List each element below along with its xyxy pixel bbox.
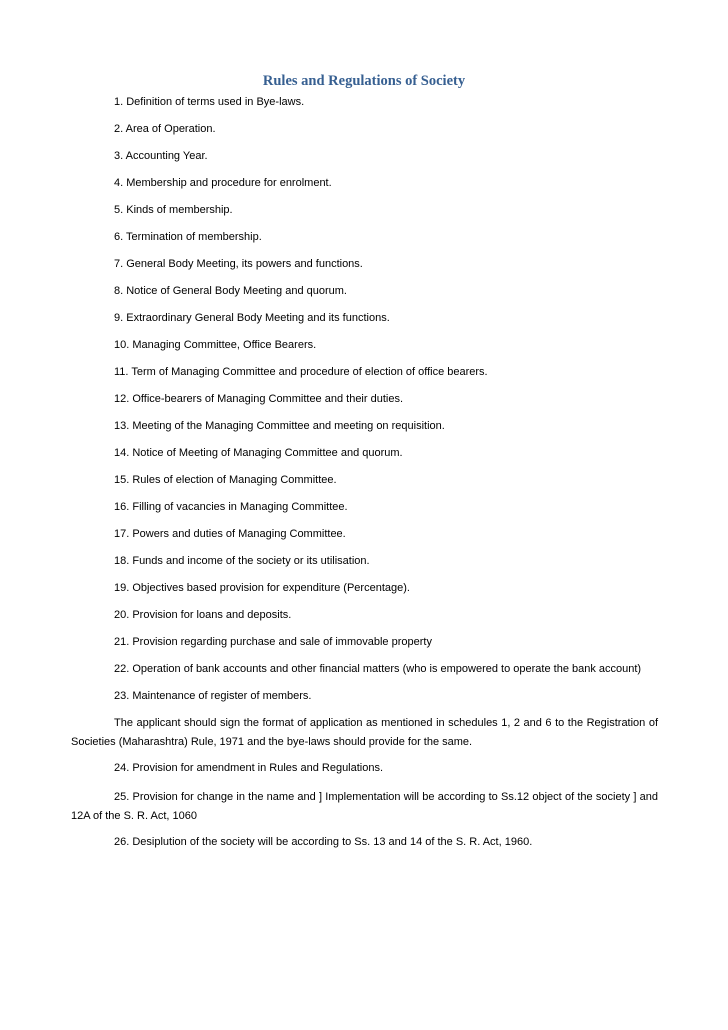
list-item: 16. Filling of vacancies in Managing Committee. (114, 501, 348, 513)
list-item: 9. Extraordinary General Body Meeting and its functions. (114, 312, 390, 324)
list-item: 7. General Body Meeting, its powers and functions. (114, 258, 363, 270)
list-item: 4. Membership and procedure for enrolment. (114, 177, 332, 189)
list-item: 26. Desiplution of the society will be according to Ss. 13 and 14 of the S. R. Act, 1960. (114, 836, 533, 848)
document-title: Rules and Regulations of Society (262, 73, 466, 89)
list-item: 18. Funds and income of the society or its utilisation. (114, 555, 370, 567)
list-item: 8. Notice of General Body Meeting and quorum. (114, 285, 347, 297)
list-item: 2. Area of Operation. (114, 123, 216, 135)
list-item: 5. Kinds of membership. (114, 204, 233, 216)
list-item: 24. Provision for amendment in Rules and Regulations. (114, 762, 384, 774)
list-item: 1. Definition of terms used in Bye-laws. (114, 96, 305, 108)
list-item-25-paragraph: 25. Provision for change in the name and ] Implementation will be according to Ss.12 object of the society ] and 12A of the S. R. Act, 1060 (71, 791, 658, 822)
list-item: 10. Managing Committee, Office Bearers. (114, 339, 317, 351)
rules-list (0, 95, 728, 862)
list-item: 11. Term of Managing Committee and procedure of election of office bearers. (114, 366, 488, 378)
list-item: 21. Provision regarding purchase and sale of immovable property (114, 636, 432, 648)
list-item: 22. Operation of bank accounts and other financial matters (who is empowered to operate the bank account) (114, 663, 642, 675)
list-item: 3. Accounting Year. (114, 150, 208, 162)
list-item: 14. Notice of Meeting of Managing Committee and quorum. (114, 447, 403, 459)
list-item: 13. Meeting of the Managing Committee and meeting on requisition. (114, 420, 445, 432)
list-item: 12. Office-bearers of Managing Committee and their duties. (114, 393, 404, 405)
list-item: 15. Rules of election of Managing Committee. (114, 474, 337, 486)
list-item: 17. Powers and duties of Managing Committee. (114, 528, 346, 540)
list-item: 20. Provision for loans and deposits. (114, 609, 292, 621)
list-item: 6. Termination of membership. (114, 231, 262, 243)
list-item: 19. Objectives based provision for expenditure (Percentage). (114, 582, 410, 594)
list-item: 23. Maintenance of register of members. (114, 690, 312, 702)
applicant-paragraph: The applicant should sign the format of application as mentioned in schedules 1, 2 and 6 to the Registration of Societies (Maharashtra) Rule, 1971 and the bye-laws should provide for the same. (71, 717, 658, 748)
